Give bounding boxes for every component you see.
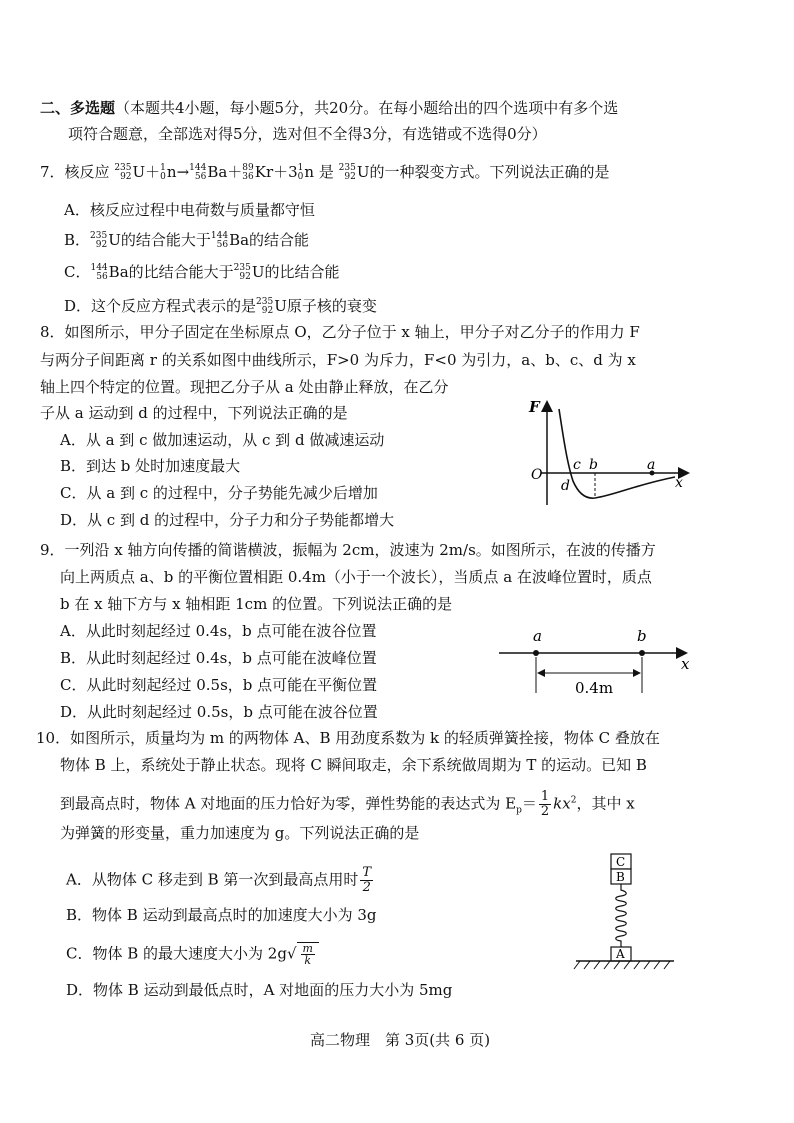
q8-force-curve-figure [525,395,695,515]
q7-stem-end: 的一种裂变方式。下列说法正确的是 [369,163,610,181]
q7-stem-mid: 是 [318,163,334,181]
q8-label-d: d [561,478,570,494]
q9-stem-1: 9．一列沿 x 轴方向传播的简谐横波，振幅为 2cm，波速为 2m/s。如图所示，在波的传播方 [40,541,656,559]
q9-label-x: x [681,655,690,673]
q8-label-F: F [529,398,540,416]
q8-option-d: D．从 c 到 d 的过程中，分子力和分子势能都增大 [60,511,395,529]
q8-stem-4: 子从 a 运动到 d 的过程中，下列说法正确的是 [40,404,348,422]
q9-stem-2: 向上两质点 a、b 的平衡位置相距 0.4m（小于一个波长），当质点 a 在波峰位置时，质点 [60,568,652,586]
page-footer: 高二物理 第 3页(共 6 页) [310,1031,491,1049]
q10-label-c: C [616,855,626,869]
q7-stem: 7．核反应 235 92 U＋ 1 0 n→ 144 56 Ba＋ 89 36 Kr＋3 1 0 n 是 235 92 U的一种裂变方式。下列说法正确的是 [40,163,610,182]
q9-wave-figure [495,625,705,700]
q10-option-a: A．从物体 C 移走到 B 第一次到最高点用时 $\frac{T}{2}$ [66,865,372,895]
q9-stem-3: b 在 x 轴下方与 x 轴相距 1cm 的位置。下列说法正确的是 [60,595,453,613]
q9-point-a [533,650,539,656]
q7-number: 7． [40,163,65,181]
q10-stem-4: 为弹簧的形变量，重力加速度为 g。下列说法正确的是 [60,824,420,842]
q9-label-dist: 0.4m [575,679,614,697]
q8-option-c: C．从 a 到 c 的过程中，分子势能先减少后增加 [60,484,378,502]
q9-option-c: C．从此时刻起经过 0.5s，b 点可能在平衡位置 [60,676,378,694]
q9-option-b: B．从此时刻起经过 0.4s，b 点可能在波峰位置 [60,649,377,667]
q10-ground-hatch [574,961,670,969]
q10-stem-2: 物体 B 上，系统处于静止状态。现将 C 瞬间取走，余下系统做周期为 T 的运动。已知 B [60,756,647,774]
q7-option-d: D．这个反应方程式表示的是 235 92 U原子核的衰变 [64,297,377,316]
q10-spring-figure [570,850,680,975]
section-header [40,98,618,118]
section-desc-2: 项符合题意，全部选对得5分，选对但不全得3分，有选错或不选得0分） [68,125,547,143]
q9-option-a: A．从此时刻起经过 0.4s，b 点可能在波谷位置 [60,622,377,640]
q8-label-x: x [675,475,683,491]
q10-spring [616,884,627,947]
q8-curve [559,409,675,498]
q7-option-b: B． 235 92 U的结合能大于 144 56 Ba的结合能 [64,231,310,250]
q8-label-O: O [531,467,543,483]
q9-option-d: D．从此时刻起经过 0.5s，b 点可能在波谷位置 [60,703,378,721]
q8-stem-2: 与两分子间距离 r 的关系如图中曲线所示，F>0 为斥力，F<0 为引力，a、b、c、d 为 x [40,351,636,369]
q9-label-b: b [637,627,647,645]
q7-option-a: A．核反应过程中电荷数与质量都守恒 [64,201,315,219]
q9-label-a: a [533,627,542,645]
q10-stem-3: 到最高点时，物体 A 对地面的压力恰好为零，弹性势能的表达式为 $E_p=$ $\frac{1}{2}$ $kx^2$，其中 x [60,789,635,819]
q8-option-b: B．到达 b 处时加速度最大 [60,457,241,475]
q8-label-c: c [573,457,581,473]
q10-label-a: A [616,947,625,961]
q8-option-a: A．从 a 到 c 做加速运动，从 c 到 d 做减速运动 [60,431,385,449]
q10-stem-1: 10．如图所示，质量均为 m 的两物体 A、B 用劲度系数为 k 的轻质弹簧拴接，物体 C 叠放在 [36,729,660,747]
q8-stem-3: 轴上四个特定的位置。现把乙分子从 a 处由静止释放，在乙分 [40,378,449,396]
q7-option-c: C． 144 56 Ba的比结合能大于 235 92 U的比结合能 [64,263,340,282]
q10-label-b: B [616,870,625,884]
section-title: 二、多选题 [40,99,116,117]
q10-option-c: C．物体 B 的最大速度大小为 2g√ $\frac{m}{k}$ [66,942,319,966]
q10-option-d: D．物体 B 运动到最低点时，A 对地面的压力大小为 5mg [66,981,453,999]
q9-point-b [639,650,645,656]
q8-label-a: a [647,457,656,473]
q10-option-b: B．物体 B 运动到最高点时的加速度大小为 3g [66,906,377,924]
q8-label-b: b [589,457,598,473]
section-desc-1: （本题共4小题，每小题5分，共20分。在每小题给出的四个选项中有多个选 [115,99,619,117]
q8-stem-1: 8．如图所示，甲分子固定在坐标原点 O，乙分子位于 x 轴上，甲分子对乙分子的作用力 F [40,323,640,341]
